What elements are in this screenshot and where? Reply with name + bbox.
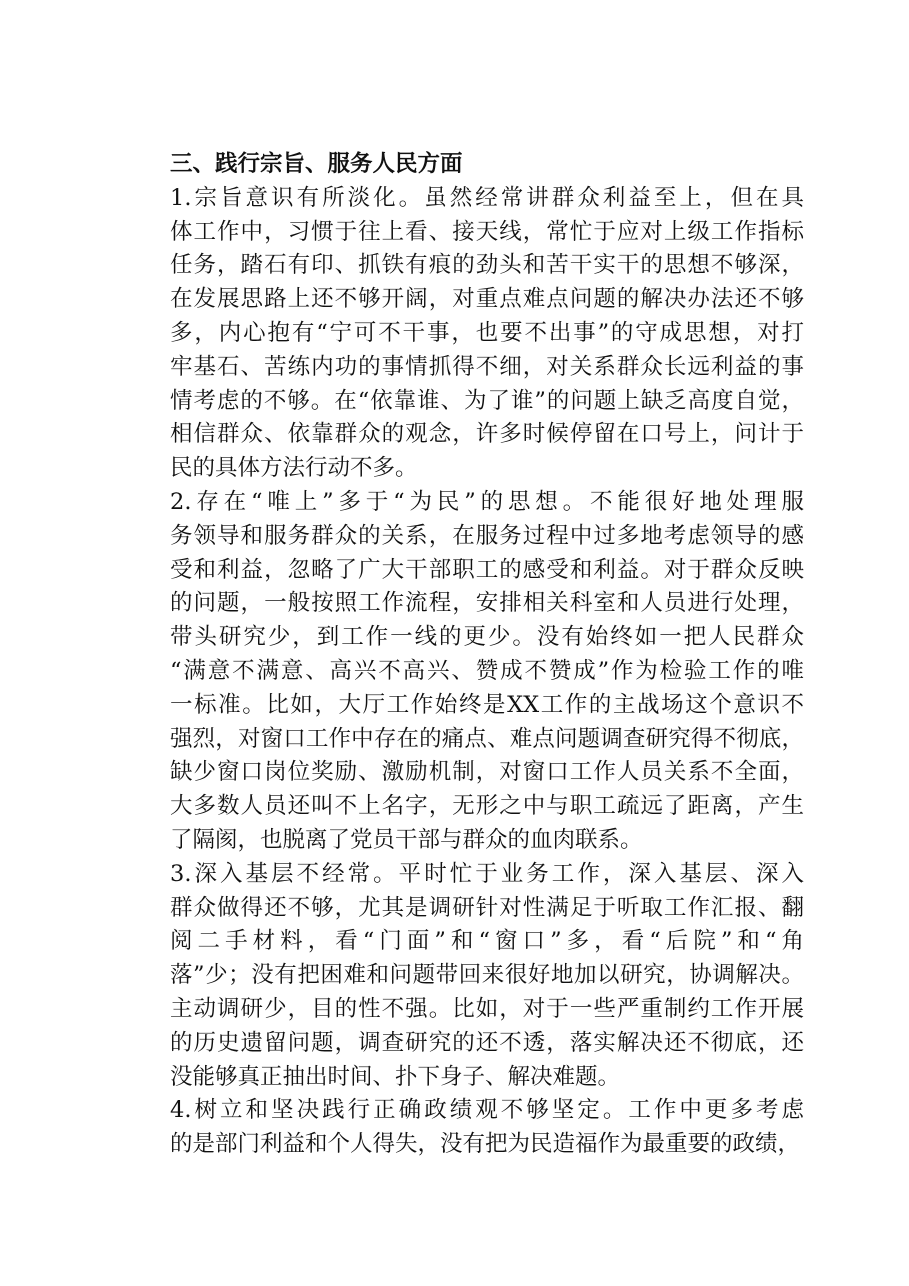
text-line: 2.存在“唯上”多于“为民”的思想。不能很好地处理服 [170,488,804,515]
text-line: 3.深入基层不经常。平时忙于业务工作，深入基层、深入 [170,860,804,887]
paragraph-3 [124,858,804,1095]
text-line: “满意不满意、高兴不高兴、赞成不赞成”作为检验工作的唯 [170,657,804,684]
text-line: 强烈，对窗口工作中存在的痛点、难点问题调查研究得不彻底， [170,725,804,752]
text-line: 情考虑的不够。在“依靠谁、为了谁”的问题上缺乏高度自觉， [170,387,804,414]
paragraph-4 [124,1094,804,1162]
text-line: 一标准。比如，大厅工作始终是XX工作的主战场这个意识不 [170,691,804,718]
text-line: 大多数人员还叫不上名字，无形之中与职工疏远了距离，产生 [170,793,804,820]
text-line: 带头研究少，到工作一线的更少。没有始终如一把人民群众 [170,624,804,651]
text-line: 受和利益，忽略了广大干部职工的感受和利益。对于群众反映 [170,556,804,583]
text-line: 群众做得还不够，尤其是调研针对性满足于听取工作汇报、翻 [170,894,804,921]
text-line: 主动调研少，目的性不强。比如，对于一些严重制约工作开展 [170,995,804,1022]
text-line: 民的具体方法行动不多。 [170,455,418,482]
text-line: 牢基石、苦练内功的事情抓得不细，对关系群众长远利益的事 [170,353,804,380]
text-line: 4.树立和坚决践行正确政绩观不够坚定。工作中更多考虑 [170,1097,804,1124]
section-heading: 三、践行宗旨、服务人民方面 [170,151,463,177]
text-line: 多，内心抱有“宁可不干事，也要不出事”的守成思想，对打 [170,319,804,346]
text-line: 的是部门利益和个人得失，没有把为民造福作为最重要的政绩， [170,1131,801,1158]
text-line: 1.宗旨意识有所淡化。虽然经常讲群众利益至上，但在具 [170,184,804,211]
document-body [124,148,804,1162]
text-line: 相信群众、依靠群众的观念，许多时候停留在口号上，问计于 [170,421,804,448]
text-line: 没能够真正抽出时间、扑下身子、解决难题。 [170,1063,621,1090]
paragraph-1 [124,182,804,486]
paragraph-2 [124,486,804,858]
text-line: 任务，踏石有印、抓铁有痕的劲头和苦干实干的思想不够深， [170,252,804,279]
text-line: 的问题，一般按照工作流程，安排相关科室和人员进行处理， [170,590,804,617]
text-line: 务领导和服务群众的关系，在服务过程中过多地考虑领导的感 [170,522,804,549]
text-line: 在发展思路上还不够开阔，对重点难点问题的解决办法还不够 [170,286,804,313]
text-line: 了隔阂，也脱离了党员干部与群众的血肉联系。 [170,826,643,853]
text-line: 的历史遗留问题，调查研究的还不透，落实解决还不彻底，还 [170,1029,804,1056]
text-line: 体工作中，习惯于往上看、接天线，常忙于应对上级工作指标 [170,218,804,245]
text-line: 缺少窗口岗位奖励、激励机制，对窗口工作人员关系不全面， [170,759,804,786]
text-line: 阅二手材料，看“门面”和“窗口”多，看“后院”和“角 [170,928,804,955]
text-line: 落”少；没有把困难和问题带回来很好地加以研究，协调解决。 [170,962,804,989]
